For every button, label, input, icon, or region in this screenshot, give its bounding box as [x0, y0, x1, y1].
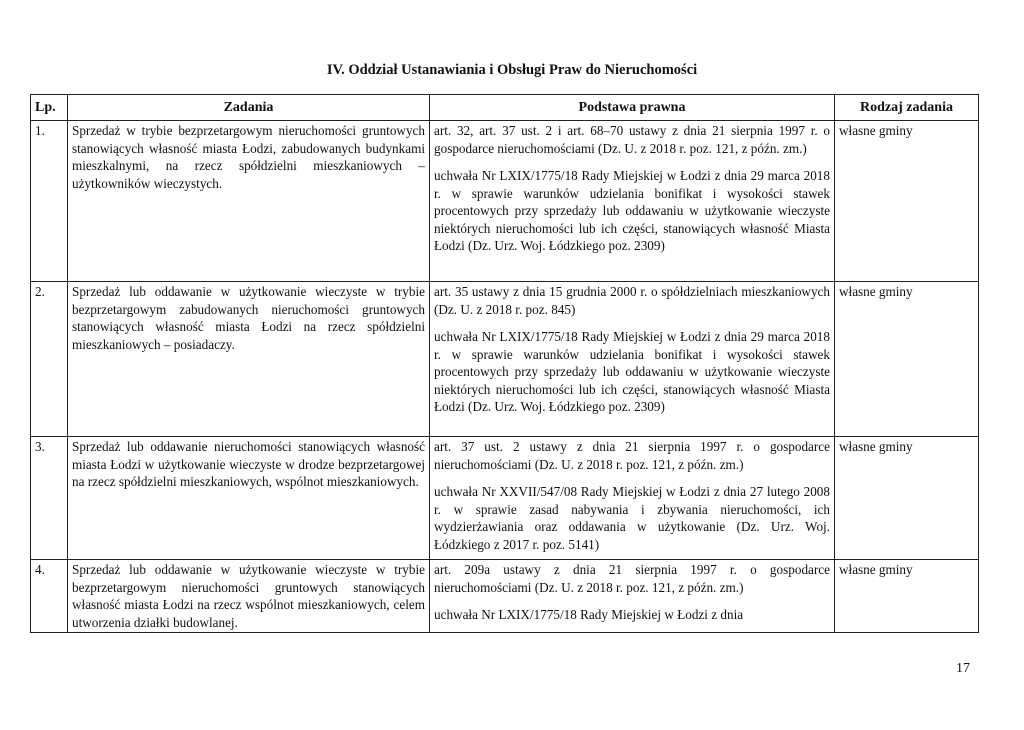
task-type: własne gminy	[835, 560, 979, 633]
legal-basis-paragraph: uchwała Nr LXIX/1775/18 Rady Miejskiej w Łodzi z dnia 29 marca 2018 r. w sprawie warunków udzielania bonifikat i wysokości stawek procentowych przy sprzedaży lub oddawaniu w użytkowanie wieczyste niektórych nieruchomości lub ich części, stanowiących własność Miasta Łodzi (Dz. Urz. Woj. Łódzkiego poz. 2309)	[434, 168, 830, 253]
header-task-type: Rodzaj zadania	[835, 95, 979, 121]
task-description: Sprzedaż lub oddawanie w użytkowanie wieczyste w trybie bezprzetargowym zabudowanych nieruchomości gruntowych stanowiących własność miasta Łodzi na rzecz spółdzielni mieszkaniowych – posiadaczy.	[68, 282, 430, 437]
legal-basis-paragraph: uchwała Nr XXVII/547/08 Rady Miejskiej w Łodzi z dnia 27 lutego 2008 r. w sprawie zasad nabywania i zbywania nieruchomości, ich wydzierżawiania oraz oddawania w użytkowanie (Dz. Urz. Woj. Łódzkiego z 2017 r. poz. 5141)	[434, 484, 830, 552]
task-type: własne gminy	[835, 437, 979, 560]
header-legal-basis: Podstawa prawna	[430, 95, 835, 121]
legal-basis-paragraph: art. 35 ustawy z dnia 15 grudnia 2000 r. o spółdzielniach mieszkaniowych (Dz. U. z 2018 r. poz. 845)	[434, 284, 830, 317]
legal-basis-paragraph: uchwała Nr LXIX/1775/18 Rady Miejskiej w Łodzi z dnia	[434, 607, 744, 622]
table-row	[31, 282, 979, 437]
task-description: Sprzedaż lub oddawanie nieruchomości stanowiących własność miasta Łodzi w użytkowanie wieczyste w drodze bezprzetargowej na rzecz spółdzielni mieszkaniowych, wspólnot mieszkaniowych.	[68, 437, 430, 560]
legal-basis	[430, 282, 835, 437]
legal-basis-paragraph: art. 37 ust. 2 ustawy z dnia 21 sierpnia 1997 r. o gospodarce nieruchomościami (Dz. U. z 2018 r. poz. 121, z późn. zm.)	[434, 439, 830, 472]
row-number: 1.	[31, 121, 68, 282]
page-number: 17	[956, 661, 970, 676]
table-row	[31, 121, 979, 282]
row-number: 3.	[31, 437, 68, 560]
task-type: własne gminy	[835, 121, 979, 282]
page-title: IV. Oddział Ustanawiania i Obsługi Praw do Nieruchomości	[326, 62, 698, 78]
legal-basis	[430, 560, 835, 633]
legal-basis	[430, 437, 835, 560]
table-row	[31, 560, 979, 633]
legal-basis-paragraph: uchwała Nr LXIX/1775/18 Rady Miejskiej w Łodzi z dnia 29 marca 2018 r. w sprawie warunków udzielania bonifikat i wysokości stawek procentowych przy sprzedaży lub oddawaniu w użytkowanie wieczyste niektórych nieruchomości lub ich części, stanowiących własność Miasta Łodzi (Dz. Urz. Woj. Łódzkiego poz. 2309)	[434, 329, 830, 414]
legal-basis-paragraph: art. 32, art. 37 ust. 2 i art. 68–70 ustawy z dnia 21 sierpnia 1997 r. o gospodarce nieruchomościami (Dz. U. z 2018 r. poz. 121, z późn. zm.)	[434, 123, 830, 156]
task-description: Sprzedaż w trybie bezprzetargowym nieruchomości gruntowych stanowiących własność miasta Łodzi, zabudowanych budynkami mieszkalnymi, na rzecz spółdzielni mieszkaniowych – użytkowników wieczystych.	[68, 121, 430, 282]
legal-basis	[430, 121, 835, 282]
task-description: Sprzedaż lub oddawanie w użytkowanie wieczyste w trybie bezprzetargowym nieruchomości gruntowych stanowiących własność miasta Łodzi na rzecz wspólnot mieszkaniowych, celem utworzenia działki budowlanej.	[68, 560, 430, 633]
row-number: 4.	[31, 560, 68, 633]
header-tasks: Zadania	[68, 95, 430, 121]
table-row	[31, 437, 979, 560]
header-lp: Lp.	[31, 95, 68, 121]
task-type: własne gminy	[835, 282, 979, 437]
tasks-table	[30, 94, 979, 633]
row-number: 2.	[31, 282, 68, 437]
legal-basis-paragraph: art. 209a ustawy z dnia 21 sierpnia 1997 r. o gospodarce nieruchomościami (Dz. U. z 2018 r. poz. 121, z późn. zm.)	[434, 562, 830, 595]
table-header-row	[31, 95, 979, 121]
